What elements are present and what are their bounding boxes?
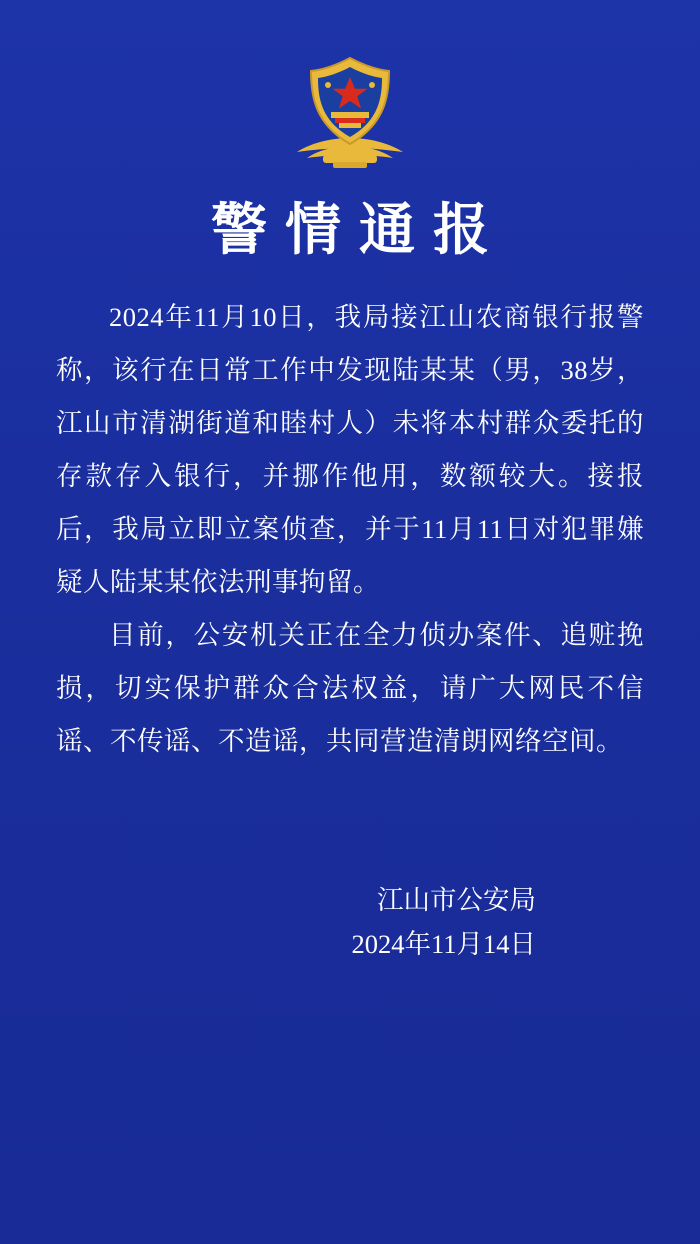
signature-block — [0, 878, 700, 966]
notice-body — [56, 291, 644, 768]
signature-issuer: 江山市公安局 — [377, 885, 536, 916]
notice-paragraph-1: 2024年11月10日，我局接江山农商银行报警称，该行在日常工作中发现陆某某（男，38岁，江山市清湖街道和睦村人）未将本村群众委托的存款存入银行，并挪作他用，数额较大。接报后，我局立即立案侦查，并于11月11日对犯罪嫌疑人陆某某依法刑事拘留。 — [56, 302, 644, 598]
china-police-emblem-icon — [287, 52, 413, 174]
notice-paragraph-2: 目前，公安机关正在全力侦办案件、追赃挽损，切实保护群众合法权益，请广大网民不信谣、不传谣、不造谣，共同营造清朗网络空间。 — [56, 620, 644, 757]
emblem-container — [0, 0, 700, 174]
signature-date: 2024年11月14日 — [351, 929, 536, 960]
page-title: 警情通报 — [211, 200, 507, 262]
